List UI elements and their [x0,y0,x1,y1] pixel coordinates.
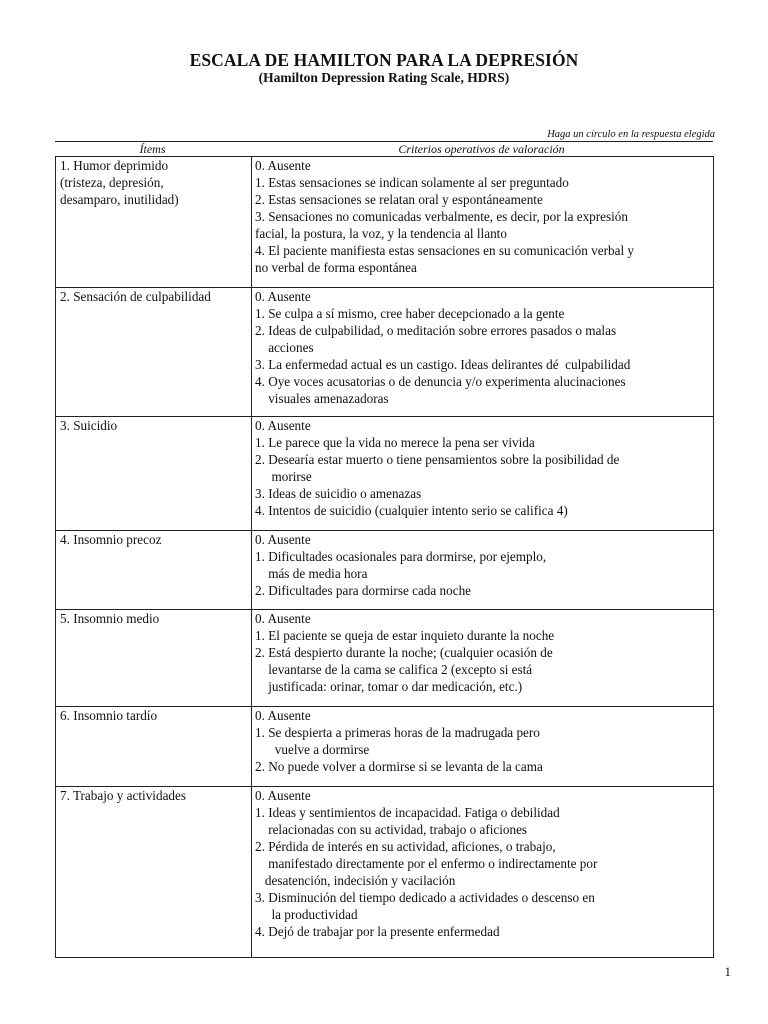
item-cell [56,610,252,707]
page-title: ESCALA DE HAMILTON PARA LA DEPRESIÓN [189,50,579,70]
criteria-option: justificada: orinar, tomar o dar medicación, etc.) [255,679,523,694]
criteria-option: 3. La enfermedad actual es un castigo. Ideas delirantes dé culpabilidad [255,357,631,372]
item-label: 2. Sensación de culpabilidad [60,289,211,304]
item-label: 7. Trabajo y actividades [60,788,186,803]
header-criteria: Criterios operativos de valoración [398,142,565,156]
item-cell [56,288,252,417]
criteria-option: 4. Dejó de trabajar por la presente enfermedad [255,924,500,939]
criteria-option: 2. No puede volver a dormirse si se levanta de la cama [255,759,543,774]
criteria-option: 3. Ideas de suicidio o amenazas [255,486,422,501]
criteria-option: más de media hora [255,566,368,581]
criteria-option: 4. Intentos de suicidio (cualquier intento serio se califica 4) [255,503,568,518]
criteria-option: 2. Está despierto durante la noche; (cualquier ocasión de [255,645,553,660]
table-body [56,157,714,958]
criteria-option: 2. Ideas de culpabilidad, o meditación sobre errores pasados o malas [255,323,617,338]
hamilton-table [55,156,714,958]
criteria-option: relacionadas con su actividad, trabajo o aficiones [255,822,528,837]
criteria-option: morirse [255,469,312,484]
criteria-option: visuales amenazadoras [255,391,389,406]
item-label: 3. Suicidio [60,418,118,433]
criteria-option: desatención, indecisión y vacilación [255,873,456,888]
criteria-option: 0. Ausente [255,611,311,626]
criteria-option: 3. Disminución del tiempo dedicado a actividades o descenso en [255,890,595,905]
criteria-cell [252,531,714,610]
item-label: 4. Insomnio precoz [60,532,162,547]
item-cell [56,787,252,958]
criteria-option: no verbal de forma espontánea [255,260,417,275]
table-row [56,707,714,787]
criteria-option: vuelve a dormirse [255,742,370,757]
item-label: (tristeza, depresión, [60,175,164,190]
item-cell [56,417,252,531]
criteria-option: levantarse de la cama se califica 2 (excepto si está [255,662,533,677]
criteria-option: 2. Pérdida de interés en su actividad, aficiones, o trabajo, [255,839,556,854]
item-cell [56,531,252,610]
criteria-cell [252,787,714,958]
table-row [56,157,714,288]
criteria-option: 1. Se despierta a primeras horas de la madrugada pero [255,725,540,740]
table-row [56,787,714,958]
page-subtitle: (Hamilton Depression Rating Scale, HDRS) [258,70,510,85]
table-row [56,417,714,531]
criteria-option: 3. Sensaciones no comunicadas verbalmente, es decir, por la expresión [255,209,628,224]
criteria-option: 2. Desearía estar muerto o tiene pensamientos sobre la posibilidad de [255,452,620,467]
criteria-option: 4. El paciente manifiesta estas sensaciones en su comunicación verbal y [255,243,635,258]
item-label: 5. Insomnio medio [60,611,160,626]
criteria-option: 2. Dificultades para dormirse cada noche [255,583,472,598]
criteria-option: 4. Oye voces acusatorias o de denuncia y/o experimenta alucinaciones [255,374,626,389]
criteria-option: 1. Dificultades ocasionales para dormirse, por ejemplo, [255,549,547,564]
header-items: Ítems [139,142,166,156]
item-label: 6. Insomnio tardío [60,708,158,723]
criteria-option: acciones [255,340,314,355]
criteria-option: 0. Ausente [255,418,311,433]
criteria-option: 1. Le parece que la vida no merece la pena ser vivida [255,435,535,450]
criteria-cell [252,417,714,531]
item-cell [56,157,252,288]
table-row [56,288,714,417]
criteria-option: 0. Ausente [255,158,311,173]
item-label: 1. Humor deprimido [60,158,169,173]
criteria-cell [252,157,714,288]
table-header [55,141,713,157]
criteria-option: 2. Estas sensaciones se relatan oral y espontáneamente [255,192,543,207]
criteria-option: 1. El paciente se queja de estar inquieto durante la noche [255,628,555,643]
criteria-option: 0. Ausente [255,532,311,547]
criteria-option: 0. Ausente [255,788,311,803]
criteria-cell [252,610,714,707]
criteria-option: 1. Se culpa a sí mismo, cree haber decepcionado a la gente [255,306,565,321]
instruction-text: Haga un círculo en la respuesta elegida [547,129,715,140]
table-row [56,531,714,610]
criteria-option: facial, la postura, la voz, y la tendencia al llanto [255,226,507,241]
criteria-cell [252,288,714,417]
table-row [56,610,714,707]
page-number: 1 [724,964,731,979]
criteria-option: 1. Estas sensaciones se indican solamente al ser preguntado [255,175,569,190]
criteria-option: 1. Ideas y sentimientos de incapacidad. Fatiga o debilidad [255,805,560,820]
criteria-option: manifestado directamente por el enfermo o indirectamente por [255,856,598,871]
criteria-option: 0. Ausente [255,289,311,304]
item-cell [56,707,252,787]
criteria-cell [252,707,714,787]
item-label: desamparo, inutilidad) [60,192,179,207]
criteria-option: 0. Ausente [255,708,311,723]
criteria-option: la productividad [255,907,358,922]
